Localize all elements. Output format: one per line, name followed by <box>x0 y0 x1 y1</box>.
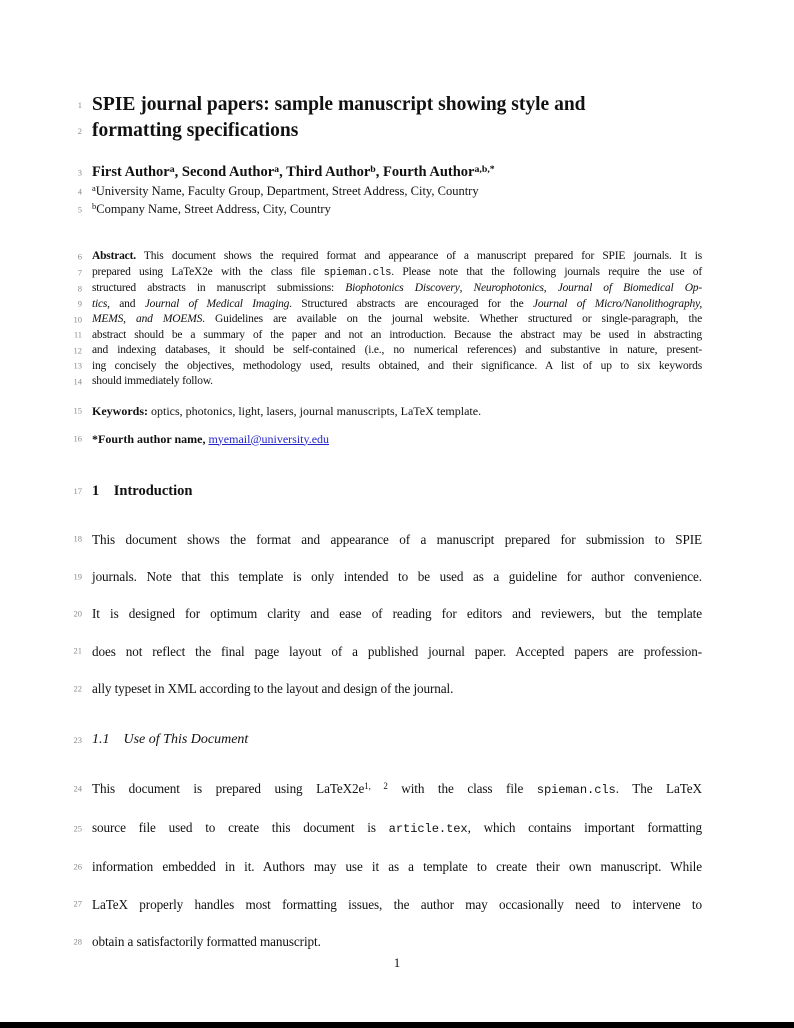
page-edge <box>0 1022 794 1028</box>
text-segment: b <box>370 163 376 175</box>
text-segment: tics <box>92 297 108 310</box>
document-line <box>73 558 702 595</box>
text-segment: spieman.cls <box>323 266 392 279</box>
block-para <box>73 770 703 961</box>
line-text <box>92 265 702 282</box>
line-number: 15 <box>73 405 82 416</box>
line-text <box>92 730 702 750</box>
document-line <box>73 328 702 344</box>
document-line <box>73 431 702 448</box>
text-segment: Keywords: <box>92 403 148 418</box>
line-number: 23 <box>73 734 82 745</box>
text-segment: . Please note that the following journals require the use of <box>391 265 702 278</box>
document-line <box>73 633 702 670</box>
text-segment: Neurophotonics <box>473 282 544 294</box>
page-number: 1 <box>393 955 401 970</box>
block-author-names <box>77 163 702 183</box>
line-number: 28 <box>73 936 82 947</box>
line-number: 17 <box>73 485 82 496</box>
block-affiliations <box>77 183 702 219</box>
line-text <box>92 374 702 390</box>
line-number: 8 <box>77 283 82 293</box>
document-line <box>73 312 702 328</box>
line-number: 21 <box>73 645 82 656</box>
document-line <box>73 670 702 707</box>
text-segment: journals. Note that this template is only intended to be used as a guideline for author convenience. <box>92 568 702 584</box>
document-line <box>77 163 702 183</box>
text-segment: 1.1 Use of This Document <box>92 731 249 747</box>
text-segment: a <box>169 163 175 175</box>
line-text <box>92 770 702 809</box>
text-segment: Journal of Micro/Nanolithography, <box>532 297 703 310</box>
text-segment: , <box>459 282 474 294</box>
text-segment: information embedded in it. Authors may use it as a template to create their own manuscript. While <box>92 859 702 875</box>
text-segment: This document shows the format and appearance of a manuscript prepared for submission to SPIE <box>92 531 702 547</box>
text-segment: prepared using LaTeX2e with the class file <box>92 265 324 278</box>
line-number: 14 <box>73 376 82 386</box>
text-segment: does not reflect the final page layout of a published journal paper. Accepted papers are profession- <box>92 643 702 659</box>
text-segment: a <box>274 163 280 175</box>
line-text <box>92 343 702 359</box>
document-line <box>73 343 702 359</box>
text-segment: article.tex <box>388 821 468 836</box>
line-number: 22 <box>73 683 82 694</box>
text-segment: source file used to create this document is <box>92 819 389 835</box>
document-line <box>73 809 703 848</box>
line-number: 4 <box>77 186 82 197</box>
line-text <box>92 163 702 183</box>
line-text <box>92 558 702 595</box>
text-segment: and indexing databases, it should be self-contained (i.e., no numerical references) and substantive in nature, present- <box>92 344 702 356</box>
document-line <box>77 265 702 282</box>
document-line <box>73 374 702 390</box>
text-segment: 1, 2 <box>364 780 388 791</box>
line-number: 12 <box>73 345 82 355</box>
line-number: 16 <box>73 433 82 444</box>
document-line <box>77 249 702 265</box>
document-line <box>73 770 702 809</box>
text-segment: Abstract. <box>92 250 136 262</box>
block-abstract <box>73 249 703 390</box>
line-text <box>92 481 702 501</box>
document-line <box>77 183 702 201</box>
line-number: 20 <box>73 608 82 619</box>
line-text <box>92 595 702 632</box>
text-segment: structured abstracts in manuscript submissions: <box>92 282 346 294</box>
text-segment: Company Name, Street Address, City, Country <box>96 202 331 216</box>
text-segment: This document is prepared using LaTeX2e <box>92 780 365 796</box>
line-text <box>92 118 702 144</box>
text-segment: ally typeset in XML according to the layout and design of the journal. <box>92 681 454 697</box>
document-body <box>73 92 703 961</box>
block-footnote <box>73 431 702 448</box>
email-link[interactable]: myemail@university.edu <box>208 431 330 446</box>
line-text <box>92 809 702 848</box>
line-text <box>92 431 702 448</box>
block-para <box>73 521 702 708</box>
line-text <box>92 281 702 297</box>
line-text <box>92 886 702 923</box>
text-segment: spieman.cls <box>536 782 616 797</box>
line-number: 27 <box>73 898 82 909</box>
document-line <box>73 848 702 885</box>
text-segment: ing concisely the objectives, methodology used, results obtained, and their significance. A list of up to six keywords <box>92 359 702 372</box>
line-number: 9 <box>77 298 82 309</box>
text-segment: Journal of Biomedical Op- <box>557 282 702 294</box>
document-line <box>77 92 702 118</box>
text-segment: should immediately follow. <box>92 375 213 387</box>
line-number: 24 <box>73 783 82 794</box>
line-text <box>92 328 702 344</box>
line-text <box>92 633 702 670</box>
line-number: 1 <box>77 100 82 110</box>
text-segment: Biophotonics Discovery <box>345 282 460 294</box>
line-number: 19 <box>73 570 82 581</box>
line-number: 2 <box>77 126 82 136</box>
text-segment: , Fourth Author <box>375 164 475 180</box>
text-segment: It is designed for optimum clarity and ease of reading for editors and reviewers, but the template <box>92 606 702 622</box>
text-segment: optics, photonics, light, lasers, journal manuscripts, LaTeX template. <box>148 403 482 418</box>
text-segment: obtain a satisfactorily formatted manuscript. <box>92 934 321 950</box>
text-segment: University Name, Faculty Group, Department, Street Address, City, Country <box>95 184 479 198</box>
block-title <box>77 92 702 144</box>
line-number: 18 <box>73 533 82 544</box>
document-line <box>73 886 702 923</box>
document-line <box>77 281 702 297</box>
text-segment: MEMS, and MOEMS <box>92 313 203 325</box>
text-segment: SPIE journal papers: sample manuscript showing style and <box>92 94 586 115</box>
document-line <box>73 595 702 632</box>
line-number: 25 <box>73 822 82 833</box>
text-segment: First Author <box>92 164 170 180</box>
text-segment: *Fourth author name, <box>92 431 209 446</box>
text-segment: 1 Introduction <box>92 482 193 499</box>
text-segment: . Guidelines are available on the journal website. Whether structured or single-paragraph, the <box>202 313 702 325</box>
text-segment: b <box>92 201 97 212</box>
document-line <box>77 201 702 219</box>
text-segment: . The LaTeX <box>615 780 702 796</box>
line-text <box>92 359 702 375</box>
document-line <box>73 359 702 375</box>
line-number: 13 <box>73 360 82 371</box>
line-text <box>92 92 702 118</box>
line-text <box>92 670 702 707</box>
line-number: 6 <box>77 251 82 261</box>
text-segment: formatting specifications <box>92 120 299 141</box>
page-footer <box>0 955 794 971</box>
line-number: 7 <box>77 267 82 277</box>
line-number: 3 <box>77 167 82 178</box>
text-segment: Journal of Medical Imaging <box>144 297 290 310</box>
document-line <box>73 730 702 750</box>
text-segment: , <box>543 282 558 294</box>
line-text <box>92 201 702 219</box>
line-text <box>92 312 702 328</box>
text-segment: This document shows the required format and appearance of a manuscript prepared for SPIE journals. It is <box>135 250 702 262</box>
block-keywords <box>73 403 702 420</box>
text-segment: , Third Author <box>279 164 371 180</box>
text-segment: , Second Author <box>174 164 275 180</box>
block-h1 <box>73 481 702 501</box>
text-segment: a,b,* <box>474 163 495 175</box>
line-number: 10 <box>73 314 82 324</box>
text-segment: with the class file <box>387 780 537 796</box>
text-segment: abstract should be a summary of the paper and not an introduction. Because the abstract may be used in abstracting <box>92 328 702 341</box>
text-segment: , which contains important formatting <box>467 819 703 835</box>
document-line <box>73 403 702 420</box>
text-segment: LaTeX properly handles most formatting issues, the author may occasionally need to intervene to <box>92 896 702 912</box>
text-segment: , and <box>107 297 145 310</box>
line-number: 5 <box>77 204 82 215</box>
document-line <box>77 297 703 313</box>
line-text <box>92 848 702 885</box>
line-text <box>92 403 702 420</box>
document-line <box>73 481 702 501</box>
document-line <box>77 118 702 144</box>
line-number: 11 <box>73 329 82 340</box>
document-line <box>73 521 702 558</box>
text-segment: . Structured abstracts are encouraged for the <box>289 297 533 310</box>
line-text <box>92 249 702 265</box>
line-number: 26 <box>73 861 82 872</box>
block-h2 <box>73 730 702 750</box>
line-text <box>92 521 702 558</box>
line-text <box>92 297 702 313</box>
line-text <box>92 183 702 201</box>
text-segment: a <box>92 183 96 194</box>
